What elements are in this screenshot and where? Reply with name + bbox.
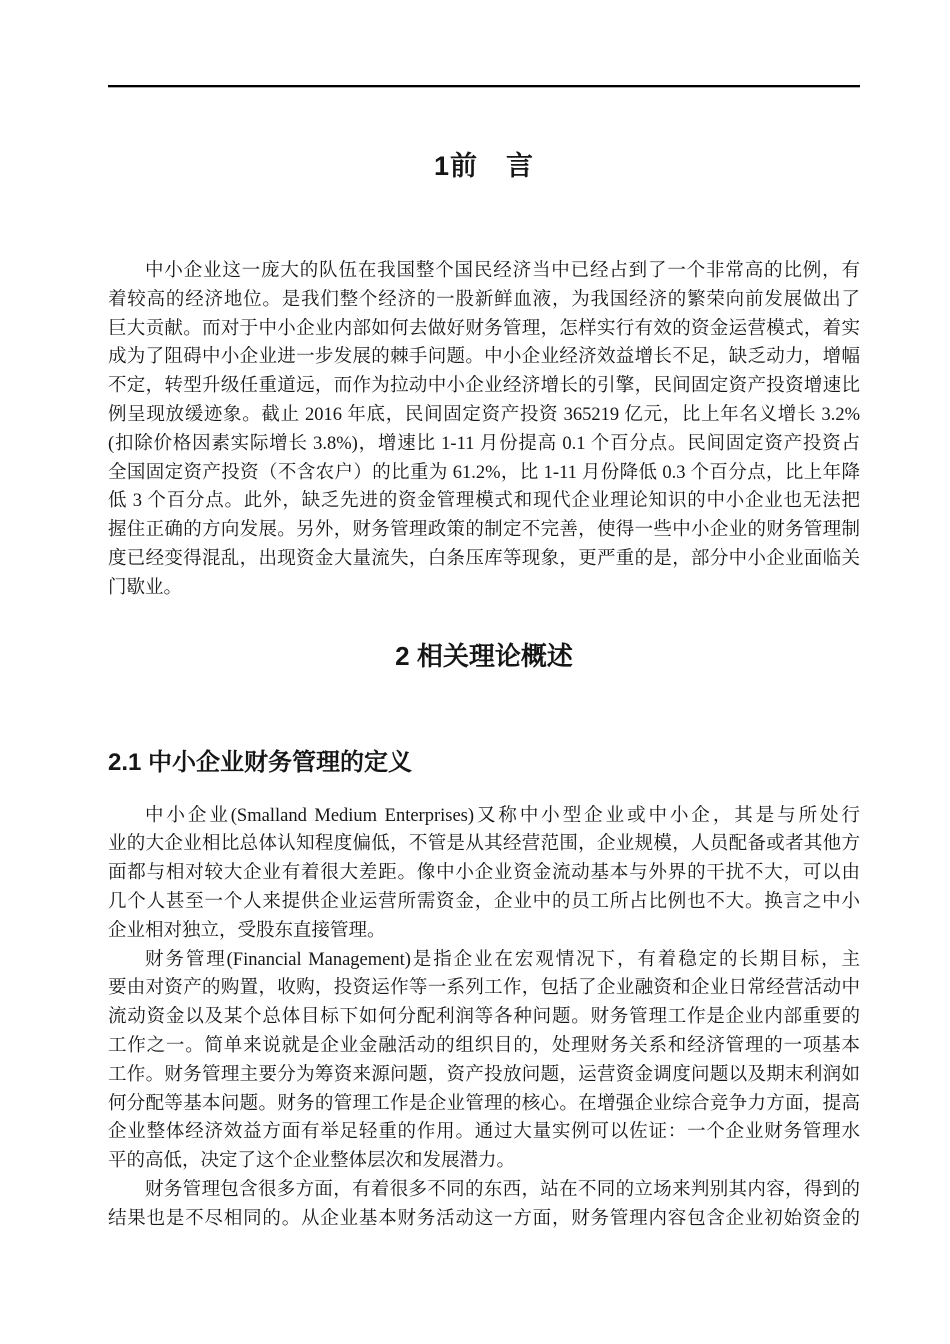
chapter-1-title: 1前 言 — [433, 151, 535, 181]
page-content — [0, 85, 950, 1234]
financial-management-paragraph: 财务管理(Financial Management)是指企业在宏观情况下，有着稳定的长期目标，主 要由对资产的购置，收购，投资运作等一系列工作，包括了企业融资和企业日常经营活动中 流动资金以及某个总体目标下如何分配利润等各种问题。财务管理工作是企业内部重要的 工作之一。简单来说就是企业金融活动的组织目的，处理财务关系和经济管理的一项基本 工作。财务管理主要分为筹资来源问题，资产投放问题，运营资金调度问题以及期末利润如 何分配等基本问题。财务的管理工作是企业管理的核心。在增强企业综合竞争力方面，提高 企业整体经济效益方面有举足轻重的作用。通过大量实例可以佐证：一个企业财务管理水 平的高低，决定了这个企业整体层次和发展潜力。 — [108, 949, 860, 1172]
section-2-1-heading: 2.1 中小企业财务管理的定义 — [108, 748, 413, 776]
header-rule — [108, 85, 860, 88]
sme-definition-paragraph: 中小企业(Smalland Medium Enterprises)又称中小型企业或中小企，其是与所处行 业的大企业相比总体认知程度偏低，不管是从其经营范围，企业规模，人员配备或者其他方 面都与相对较大企业有着很大差距。像中小企业资金流动基本与外界的干扰不大，可以由 几个人甚至一个人来提供企业运营所需资金，企业中的员工所占比例也不大。换言之中小 企业相对独立，受股东直接管理。 — [108, 805, 860, 941]
chapter-2-title: 2 相关理论概述 — [395, 640, 573, 671]
intro-paragraph: 中小企业这一庞大的队伍在我国整个国民经济当中已经占到了一个非常高的比例，有 着较高的经济地位。是我们整个经济的一股新鲜血液，为我国经济的繁荣向前发展做出了 巨大贡献。而对于中小企业内部如何去做好财务管理，怎样实行有效的资金运营模式，着实 成为了阻碍中小企业进一步发展的棘手问题。中小企业经济效益增长不足，缺乏动力，增幅 不定，转型升级任重道远，而作为拉动中小企业经济增长的引擎，民间固定资产投资增速比 例呈现放缓迹象。截止 2016 年底，民间固定资产投资 365219 亿元，比上年名义增长 3.2% (扣除价格因素实际增长 3.8%)，增速比 1-11 月份提高 0.1 个百分点。民间固定资产投资占 全国固定资产投资（不含农户）的比重为 61.2%，比 1-11 月份降低 0.3 个百分点，比上年降 低 3 个百分点。此外，缺乏先进的资金管理模式和现代企业理论知识的中小企业也无法把 握住正确的方向发展。另外，财务管理政策的制定不完善，使得一些中小企业的财务管理制 度已经变得混乱，出现资金大量流失，白条压库等现象，更严重的是，部分中小企业面临关 门歇业。 — [108, 261, 860, 598]
fm-content-paragraph: 财务管理包含很多方面，有着很多不同的东西，站在不同的立场来判别其内容，得到的 结果也是不尽相同的。从企业基本财务活动这一方面，财务管理内容包含企业初始资金的 — [108, 1179, 860, 1229]
